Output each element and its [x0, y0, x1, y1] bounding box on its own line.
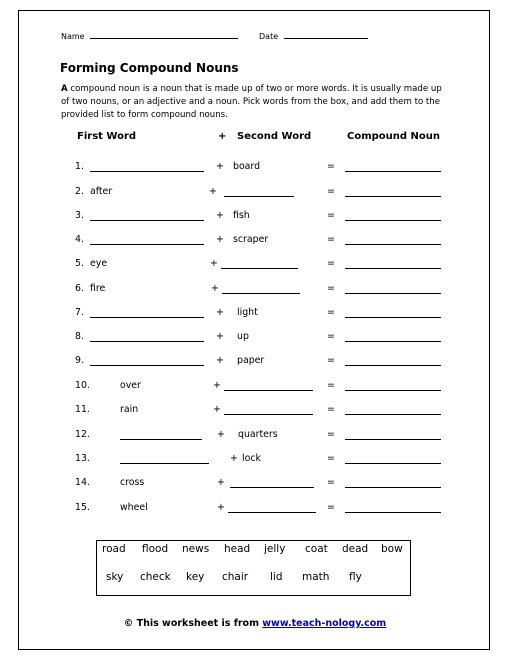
second-word-blank[interactable] — [228, 512, 316, 513]
plus-sign: + — [230, 453, 238, 464]
row-number: 12. — [75, 429, 90, 440]
second-word-blank[interactable] — [224, 196, 294, 197]
compound-noun-blank[interactable] — [345, 365, 441, 366]
row-number: 7. — [75, 307, 84, 318]
first-word: rain — [120, 404, 139, 415]
col-header-plus: + — [218, 131, 227, 142]
word-bank-item: math — [302, 571, 330, 583]
word-bank-item: dead — [342, 543, 369, 555]
equals-sign: = — [327, 210, 335, 221]
intro-text: compound noun is a noun that is made up of two or more words. It is usually made up of two nouns, or an adjective and a noun. Pick words from the box, and add them to the provided list to form compound nouns. — [61, 84, 442, 120]
compound-noun-blank[interactable] — [345, 244, 441, 245]
word-bank-item: flood — [142, 543, 169, 555]
word-bank-item: head — [224, 543, 251, 555]
first-word-blank[interactable] — [90, 365, 204, 366]
plus-sign: + — [216, 210, 224, 221]
equals-sign: = — [327, 161, 335, 172]
word-bank-item: bow — [381, 543, 403, 555]
first-word-blank[interactable] — [120, 463, 209, 464]
first-word-blank[interactable] — [90, 171, 204, 172]
plus-sign: + — [216, 331, 224, 342]
second-word: board — [233, 161, 261, 172]
first-word-blank[interactable] — [90, 341, 204, 342]
plus-sign: + — [216, 355, 224, 366]
equals-sign: = — [327, 283, 335, 294]
first-word: wheel — [120, 502, 148, 513]
row-number: 15. — [75, 502, 90, 513]
row-number: 13. — [75, 453, 90, 464]
word-bank-item: jelly — [264, 543, 286, 555]
compound-noun-blank[interactable] — [345, 414, 441, 415]
first-word: over — [120, 380, 141, 391]
second-word: fish — [233, 210, 250, 221]
instructions — [61, 83, 451, 122]
equals-sign: = — [327, 429, 335, 440]
plus-sign: + — [211, 283, 219, 294]
compound-noun-blank[interactable] — [345, 293, 441, 294]
row-number: 2. — [75, 186, 84, 197]
equals-sign: = — [327, 234, 335, 245]
plus-sign: + — [213, 380, 221, 391]
second-word-blank[interactable] — [224, 414, 313, 415]
row-number: 6. — [75, 283, 84, 294]
compound-noun-blank[interactable] — [345, 341, 441, 342]
footer-link[interactable]: www.teach-nology.com — [262, 618, 387, 629]
page-title: Forming Compound Nouns — [60, 61, 239, 75]
word-bank-item: lid — [270, 571, 283, 583]
row-number: 5. — [75, 258, 84, 269]
first-word: fire — [90, 283, 106, 294]
row-number: 1. — [75, 161, 84, 172]
word-bank-item: check — [140, 571, 171, 583]
plus-sign: + — [213, 404, 221, 415]
equals-sign: = — [327, 502, 335, 513]
equals-sign: = — [327, 355, 335, 366]
compound-noun-blank[interactable] — [345, 463, 441, 464]
col-header-second-word: Second Word — [237, 131, 312, 142]
second-word-blank[interactable] — [222, 293, 300, 294]
first-word-blank[interactable] — [90, 244, 204, 245]
row-number: 11. — [75, 404, 90, 415]
first-word: after — [90, 186, 113, 197]
first-word-blank[interactable] — [120, 439, 202, 440]
first-word-blank[interactable] — [90, 317, 204, 318]
date-blank[interactable] — [284, 38, 368, 39]
row-number: 3. — [75, 210, 84, 221]
compound-noun-blank[interactable] — [345, 439, 441, 440]
plus-sign: + — [216, 307, 224, 318]
date-label: Date — [259, 32, 279, 41]
name-label: Name — [61, 32, 85, 41]
equals-sign: = — [327, 380, 335, 391]
plus-sign: + — [216, 161, 224, 172]
plus-sign: + — [210, 258, 218, 269]
plus-sign: + — [209, 186, 217, 197]
equals-sign: = — [327, 331, 335, 342]
compound-noun-blank[interactable] — [345, 220, 441, 221]
col-header-compound-noun: Compound Noun — [347, 131, 441, 142]
name-field[interactable] — [61, 32, 238, 41]
second-word: paper — [237, 355, 265, 366]
word-bank-item: coat — [305, 543, 328, 555]
word-bank-item: key — [186, 571, 205, 583]
compound-noun-blank[interactable] — [345, 487, 441, 488]
row-number: 10. — [75, 380, 90, 391]
row-number: 9. — [75, 355, 84, 366]
plus-sign: + — [217, 502, 225, 513]
first-word-blank[interactable] — [90, 220, 204, 221]
equals-sign: = — [327, 186, 335, 197]
footer-prefix: © This worksheet is from — [123, 618, 263, 629]
compound-noun-blank[interactable] — [345, 390, 441, 391]
date-field[interactable] — [259, 32, 368, 41]
second-word-blank[interactable] — [221, 268, 298, 269]
first-word: eye — [90, 258, 108, 269]
row-number: 4. — [75, 234, 84, 245]
row-number: 14. — [75, 477, 90, 488]
word-bank-item: fly — [349, 571, 362, 583]
compound-noun-blank[interactable] — [345, 171, 441, 172]
second-word: light — [237, 307, 258, 318]
equals-sign: = — [327, 477, 335, 488]
name-blank[interactable] — [90, 38, 238, 39]
word-bank-item: news — [182, 543, 210, 555]
plus-sign: + — [216, 234, 224, 245]
compound-noun-blank[interactable] — [345, 317, 441, 318]
second-word: scraper — [233, 234, 269, 245]
plus-sign: + — [217, 429, 225, 440]
second-word: up — [237, 331, 249, 342]
second-word: quarters — [238, 429, 278, 440]
footer-credit — [0, 618, 510, 629]
equals-sign: = — [327, 404, 335, 415]
second-word-blank[interactable] — [230, 487, 314, 488]
equals-sign: = — [327, 258, 335, 269]
first-word: cross — [120, 477, 145, 488]
compound-noun-blank[interactable] — [345, 196, 441, 197]
second-word-blank[interactable] — [224, 390, 313, 391]
word-bank-item: sky — [106, 571, 124, 583]
equals-sign: = — [327, 307, 335, 318]
second-word: lock — [242, 453, 261, 464]
row-number: 8. — [75, 331, 84, 342]
equals-sign: = — [327, 453, 335, 464]
plus-sign: + — [217, 477, 225, 488]
intro-bold-word: A — [61, 84, 68, 94]
col-header-first-word: First Word — [77, 131, 137, 142]
compound-noun-blank[interactable] — [345, 268, 441, 269]
compound-noun-blank[interactable] — [345, 512, 441, 513]
word-bank-item: road — [102, 543, 126, 555]
word-bank-item: chair — [222, 571, 249, 583]
